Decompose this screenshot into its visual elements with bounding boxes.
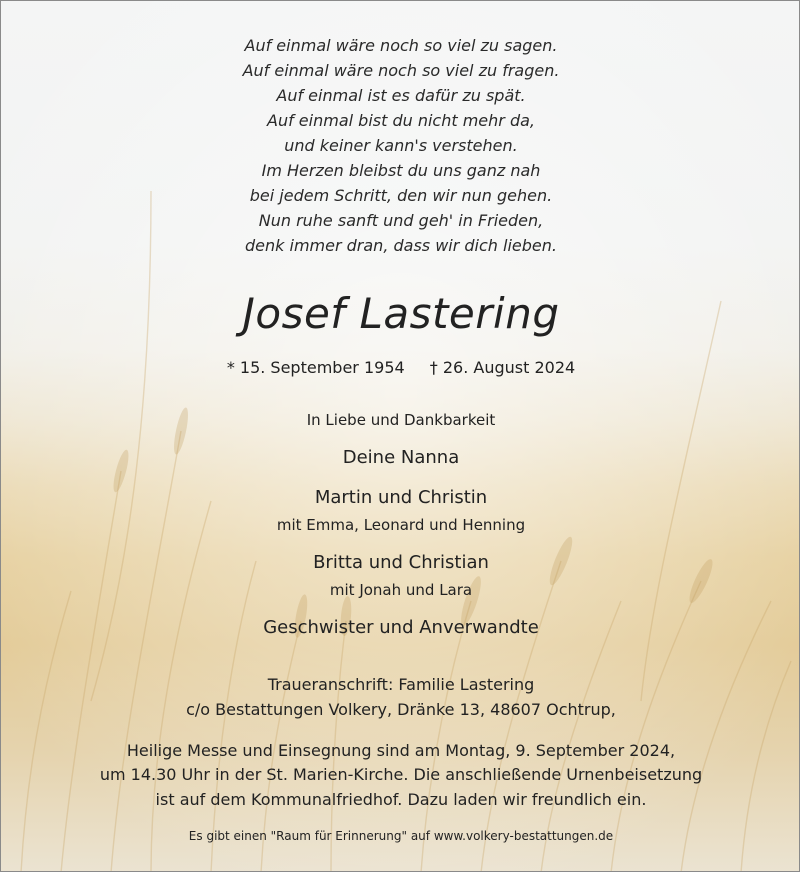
poem-line: Auf einmal wäre noch so viel zu sagen. bbox=[244, 36, 558, 55]
poem-line: Auf einmal bist du nicht mehr da, bbox=[267, 111, 535, 130]
memorial-footer: Es gibt einen "Raum für Erinnerung" auf www.volkery-bestattungen.de bbox=[188, 829, 614, 843]
family-group-2-children: mit Jonah und Lara bbox=[329, 581, 473, 599]
poem-line: bei jedem Schritt, den wir nun gehen. bbox=[249, 186, 553, 205]
poem-line: Im Herzen bleibst du uns ganz nah bbox=[261, 161, 541, 180]
life-dates bbox=[1, 356, 800, 380]
family-group-1-children: mit Emma, Leonard und Henning bbox=[276, 516, 526, 534]
address-line-1: Traueranschrift: Familie Lastering bbox=[267, 675, 535, 694]
family-group-1: Martin und Christin bbox=[314, 487, 488, 508]
poem bbox=[1, 33, 800, 258]
poem-line: und keiner kann's verstehen. bbox=[284, 136, 518, 155]
poem-line: Nun ruhe sanft und geh' in Frieden, bbox=[258, 211, 544, 230]
family-nanna: Deine Nanna bbox=[342, 447, 460, 468]
family-group-3: Geschwister und Anverwandte bbox=[263, 617, 539, 638]
poem-line: Auf einmal ist es dafür zu spät. bbox=[276, 86, 526, 105]
birth-date: * 15. September 1954 bbox=[226, 358, 405, 377]
poem-line: Auf einmal wäre noch so viel zu fragen. bbox=[242, 61, 560, 80]
dedication: In Liebe und Dankbarkeit bbox=[306, 411, 496, 429]
deceased-name: Josef Lastering bbox=[242, 289, 560, 338]
family-group-2: Britta und Christian bbox=[313, 552, 489, 573]
service-line-2: um 14.30 Uhr in der St. Marien-Kirche. Die anschließende Urnenbeisetzung bbox=[99, 765, 703, 784]
address-line-2: c/o Bestattungen Volkery, Dränke 13, 48607 Ochtrup, bbox=[186, 700, 616, 719]
death-date: † 26. August 2024 bbox=[429, 358, 576, 377]
service-line-3: ist auf dem Kommunalfriedhof. Dazu laden wir freundlich ein. bbox=[155, 790, 647, 809]
service-line-1: Heilige Messe und Einsegnung sind am Montag, 9. September 2024, bbox=[126, 741, 676, 760]
poem-line: denk immer dran, dass wir dich lieben. bbox=[245, 236, 557, 255]
